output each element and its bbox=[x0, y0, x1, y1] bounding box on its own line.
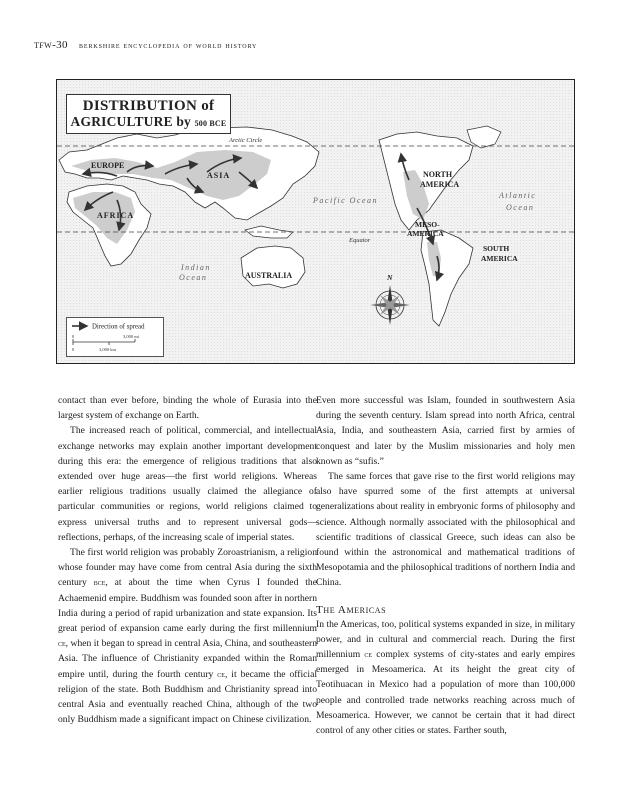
map-title-line1: DISTRIBUTION of bbox=[82, 98, 215, 114]
legend-mi-zero: 0 bbox=[72, 334, 75, 339]
label-meso-america-1: MESO- bbox=[415, 220, 440, 229]
label-asia: ASIA bbox=[207, 171, 231, 180]
left-p3-part-d: , it became the official religion of the state. Both Buddhism and Christianity spread into central Asia and eventually reached China, although of the two only Buddhism made a significant impact on Chinese civilization. bbox=[58, 668, 317, 726]
left-p3-part-c: , when it began to spread in central Asia, China, and southeastern Asia. The influence of Christianity expanded within the Roman empire until, during the fourth century bbox=[58, 638, 317, 680]
left-p3-ce2: ce bbox=[217, 668, 225, 679]
label-meso-america-2: AMERICA bbox=[407, 229, 444, 238]
legend-km-label: 3,000 km bbox=[99, 347, 117, 352]
running-head bbox=[34, 39, 257, 51]
map-legend bbox=[66, 317, 164, 357]
label-australia: AUSTRALIA bbox=[245, 271, 293, 280]
running-title: berkshire encyclopedia of world history bbox=[79, 40, 258, 50]
label-south-america-2: AMERICA bbox=[481, 254, 518, 263]
label-arctic-circle: Arctic Circle bbox=[229, 137, 263, 144]
right-paragraph-3 bbox=[316, 617, 575, 739]
label-atlantic-ocean-2: Ocean bbox=[506, 203, 535, 212]
label-south-america-1: SOUTH bbox=[483, 244, 510, 253]
map-title-line2 bbox=[67, 114, 230, 131]
label-africa: AFRICA bbox=[97, 211, 135, 220]
agriculture-map bbox=[56, 79, 575, 364]
label-atlantic-ocean-1: Atlantic bbox=[499, 191, 537, 200]
left-p3-part-a: The first world religion was probably Zoroastrianism, a religion whose founder may have come from central Asia during the sixth century bbox=[58, 547, 317, 589]
left-paragraph-3 bbox=[58, 545, 317, 727]
right-paragraph-2: The same forces that gave rise to the first world religions may also have spurred some of the first attempts at universal generalizations about reality in embryonic forms of philosophy and science. Although normally associated with the philosophical and scientific traditions of classical Greece, such ideas can also be found within the astronomical and mathematical traditions of Mesopotamia and the philosophical traditions of northern India and China. bbox=[316, 471, 575, 589]
right-p3-part-b: complex systems of city-states and early empires emerged in Mesoamerica. At its height the great city of Teotihuacan in Mexico had a population of more than 100,000 people and controlled trade networks reaching across much of Mesoamerica. However, we cannot be certain that it had direct control of any other cities or states. Farther south, bbox=[316, 649, 575, 737]
map-title bbox=[66, 94, 231, 134]
left-paragraph-1: contact than ever before, binding the whole of Eurasia into the largest system of exchange on Earth. bbox=[58, 395, 317, 422]
section-heading-americas: The Americas bbox=[316, 603, 387, 616]
label-north-america-2: AMERICA bbox=[420, 180, 460, 189]
map-title-line2-text: AGRICULTURE by bbox=[70, 114, 192, 129]
map-title-date: 500 BCE bbox=[194, 119, 227, 128]
label-north-america-1: NORTH bbox=[423, 170, 453, 179]
legend-direction-label: Direction of spread bbox=[92, 323, 145, 331]
landmass-australia bbox=[241, 246, 305, 288]
label-equator: Equator bbox=[349, 237, 371, 244]
text-column-left bbox=[58, 393, 317, 727]
left-p3-ce: ce bbox=[58, 638, 66, 649]
left-p3-bce: bce bbox=[93, 577, 106, 588]
legend-km-zero: 0 bbox=[72, 347, 75, 352]
label-indian-ocean-1: Indian bbox=[181, 263, 211, 272]
text-column-right bbox=[316, 393, 575, 738]
right-p3-part-a: In the Americas, too, political systems expanded in size, in military power, and in cultural and commercial reach. During the first millennium bbox=[316, 618, 575, 661]
label-indian-ocean-2: Ocean bbox=[179, 273, 208, 282]
legend-graphic bbox=[67, 318, 165, 358]
label-europe: EUROPE bbox=[91, 161, 125, 170]
label-pacific-ocean: Pacific Ocean bbox=[313, 196, 379, 205]
right-p3-ce: ce bbox=[364, 649, 373, 660]
left-p3-part-b: , at about the time when Cyrus I founded the Achaemenid empire. Buddhism was founded soon after in northern India during a period of rapid urbanization and state expansion. Its great period of expansion came early during the first millennium bbox=[58, 577, 317, 635]
left-paragraph-2: The increased reach of political, commercial, and intellectual exchange networks may explain another important development during this era: the emergence of religious traditions that also extended over huge areas—the first world religions. Whereas earlier religious traditions usually claimed the allegiance of particular communities or regions, world religions claimed to express universal truths and to represent universal gods—reflections, perhaps, of the increasing scale of imperial states. bbox=[58, 425, 317, 543]
legend-mi-label: 3,000 mi bbox=[123, 334, 140, 339]
page-folio: tfw-30 bbox=[34, 39, 68, 51]
label-compass-north: N bbox=[387, 273, 393, 282]
right-paragraph-1: Even more successful was Islam, founded in southwestern Asia during the seventh century. Islam spread into north Africa, central Asia, India, and southeastern Asia, carried first by armies of conquest and later by the Muslim missionaries and holy men known as “sufis.” bbox=[316, 395, 575, 467]
